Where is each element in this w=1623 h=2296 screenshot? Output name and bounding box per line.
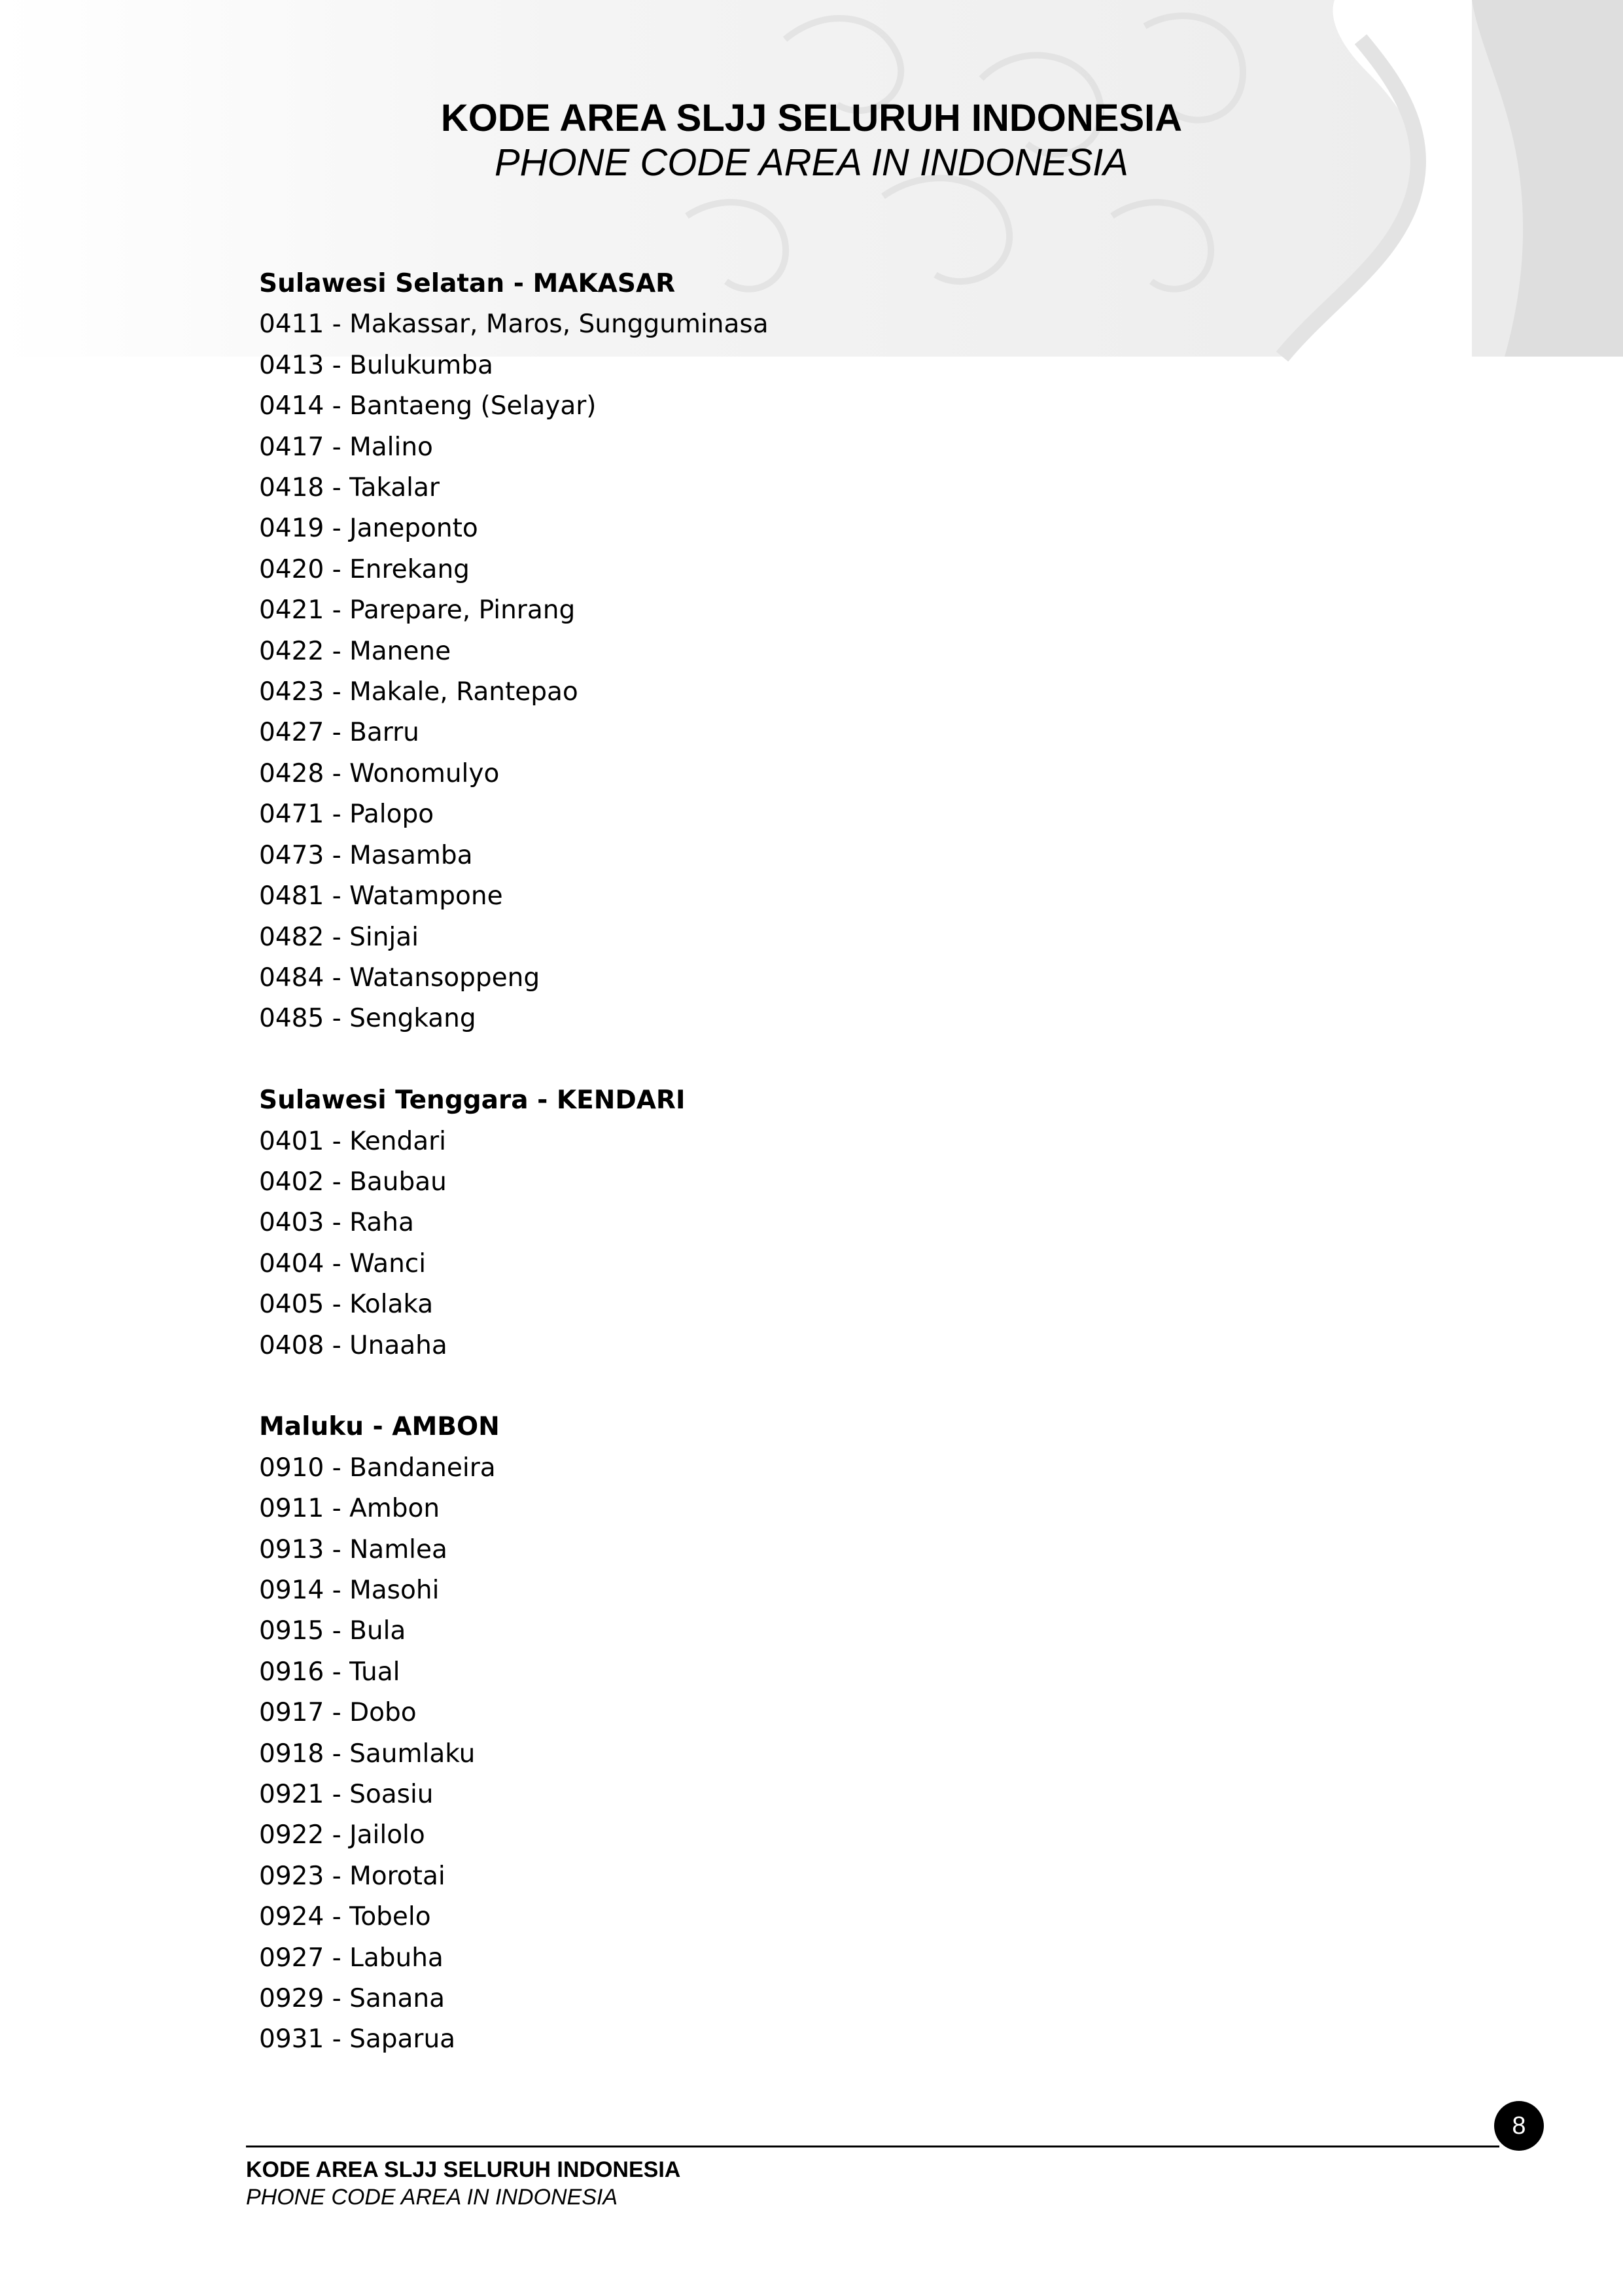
footer-divider — [246, 2146, 1499, 2147]
list-item: 0473 - Masamba — [259, 840, 473, 870]
list-item: 0924 - Tobelo — [259, 1902, 431, 1932]
footer-subtitle: PHONE CODE AREA IN INDONESIA — [246, 2185, 618, 2210]
list-item: 0428 - Wonomulyo — [259, 758, 500, 788]
section-title: Sulawesi Tenggara - KENDARI — [259, 1086, 686, 1116]
list-item: 0921 - Soasiu — [259, 1780, 434, 1809]
list-item: 0918 - Saumlaku — [259, 1739, 476, 1769]
list-item: 0484 - Watansoppeng — [259, 963, 540, 993]
section-title: Sulawesi Selatan - MAKASAR — [259, 269, 676, 298]
list-item: 0408 - Unaaha — [259, 1330, 447, 1360]
page-title: KODE AREA SLJJ SELURUH INDONESIA — [440, 97, 1183, 139]
list-item: 0403 - Raha — [259, 1208, 414, 1238]
list-item: 0917 - Dobo — [259, 1698, 417, 1728]
list-item: 0421 - Parepare, Pinrang — [259, 595, 576, 626]
area-code-list — [259, 264, 769, 2101]
list-item: 0413 - Bulukumba — [259, 350, 493, 380]
list-item: 0419 - Janeponto — [259, 514, 478, 544]
list-item: 0927 - Labuha — [259, 1943, 444, 1973]
section-maluku — [259, 1407, 769, 2060]
list-item: 0405 - Kolaka — [259, 1290, 434, 1320]
list-item: 0404 - Wanci — [259, 1248, 427, 1279]
list-item: 0485 - Sengkang — [259, 1004, 476, 1034]
list-item: 0423 - Makale, Rantepao — [259, 677, 578, 707]
list-item: 0923 - Morotai — [259, 1861, 445, 1891]
list-item: 0420 - Enrekang — [259, 554, 470, 584]
list-item: 0929 - Sanana — [259, 1984, 445, 2014]
list-item: 0931 - Saparua — [259, 2024, 456, 2055]
list-item: 0482 - Sinjai — [259, 922, 419, 952]
list-item: 0910 - Bandaneira — [259, 1453, 496, 1483]
list-item: 0417 - Malino — [259, 432, 433, 462]
list-item: 0481 - Watampone — [259, 881, 503, 911]
list-item: 0916 - Tual — [259, 1657, 400, 1687]
list-item: 0401 - Kendari — [259, 1126, 446, 1156]
list-item: 0418 - Takalar — [259, 473, 440, 503]
list-item: 0402 - Baubau — [259, 1167, 447, 1197]
page-subtitle: PHONE CODE AREA IN INDONESIA — [495, 141, 1128, 184]
list-item: 0422 - Manene — [259, 636, 451, 666]
list-item: 0914 - Masohi — [259, 1575, 440, 1605]
list-item: 0427 - Barru — [259, 718, 419, 748]
list-item: 0913 - Namlea — [259, 1534, 447, 1564]
section-title: Maluku - AMBON — [259, 1412, 500, 1442]
list-item: 0414 - Bantaeng (Selayar) — [259, 391, 597, 421]
list-item: 0471 - Palopo — [259, 800, 434, 830]
list-item: 0911 - Ambon — [259, 1494, 440, 1524]
page-number-badge: 8 — [1494, 2101, 1544, 2151]
section-sulawesi-tenggara — [259, 1080, 769, 1366]
list-item: 0915 - Bula — [259, 1616, 406, 1646]
list-item: 0411 - Makassar, Maros, Sungguminasa — [259, 309, 769, 340]
list-item: 0922 - Jailolo — [259, 1820, 425, 1850]
footer-title: KODE AREA SLJJ SELURUH INDONESIA — [246, 2157, 681, 2182]
section-sulawesi-selatan — [259, 264, 769, 1040]
